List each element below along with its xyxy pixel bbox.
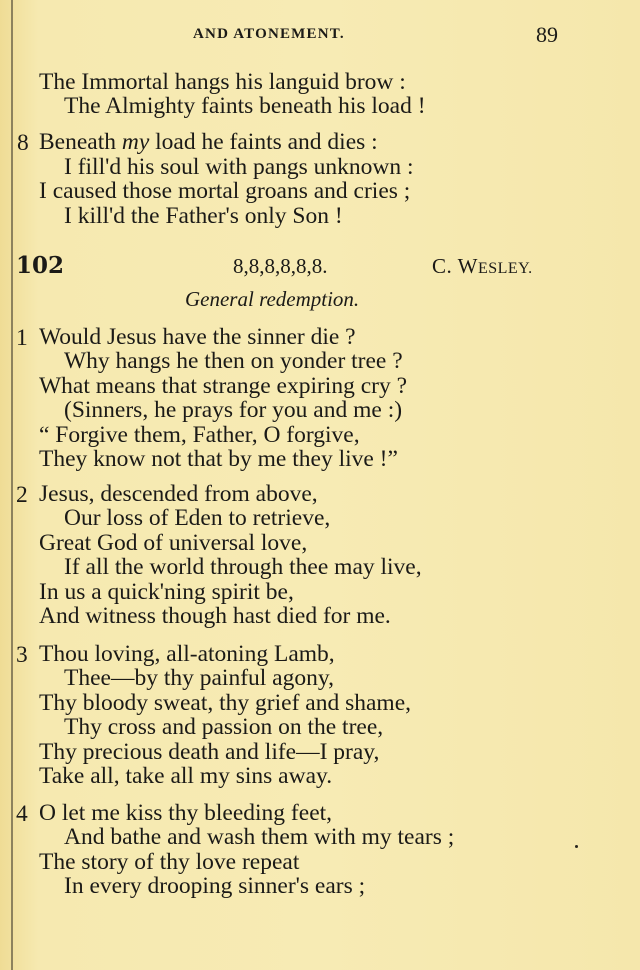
verse-line: Would Jesus have the sinner die ? (39, 324, 356, 350)
verse-line: Thy bloody sweat, thy grief and shame, (39, 690, 411, 716)
verse-line: What means that strange expiring cry ? (39, 373, 408, 399)
verse-line: Thou loving, all-atoning Lamb, (39, 641, 335, 667)
verse-number: 3 (16, 642, 28, 668)
hymn-meter: 8,8,8,8,8,8. (233, 254, 328, 278)
verse-line: Our loss of Eden to retrieve, (64, 505, 331, 531)
verse-line: Thy precious death and life—I pray, (39, 739, 380, 765)
verse-line: Thy cross and passion on the tree, (64, 714, 384, 740)
verse-line: Great God of universal love, (39, 530, 308, 556)
page-number: 89 (536, 22, 558, 47)
verse-line: The Immortal hangs his languid brow : (39, 69, 406, 95)
verse-line: I caused those mortal groans and cries ; (39, 178, 411, 204)
verse-line: O let me kiss thy bleeding feet, (39, 800, 333, 826)
verse-line: “ Forgive them, Father, O forgive, (39, 422, 360, 448)
verse-line: In every drooping sinner's ears ; (64, 873, 366, 899)
verse-line: They know not that by me they live !” (39, 446, 398, 472)
verse-number: 8 (17, 130, 29, 156)
verse-line: Take all, take all my sins away. (39, 763, 333, 789)
binding-edge (11, 0, 13, 970)
verse-line: And witness though hast died for me. (39, 603, 391, 629)
verse-line: And bathe and wash them with my tears ; (64, 824, 455, 850)
verse-number: 2 (16, 482, 28, 508)
hymn-author: C. WESLEY. (432, 254, 533, 278)
running-title: AND ATONEMENT. (193, 26, 345, 42)
verse-line: (Sinners, he prays for you and me :) (64, 397, 403, 423)
verse-number: 4 (16, 801, 28, 827)
hymn-number: 102 (16, 252, 65, 279)
verse-line: Jesus, descended from above, (39, 481, 318, 507)
verse-line: Beneath my load he faints and dies : (39, 129, 378, 155)
verse-line: Thee—by thy painful agony, (64, 665, 334, 691)
page-header (0, 22, 640, 50)
verse-line: I fill'd his soul with pangs unknown : (64, 154, 414, 180)
hymn-subtitle: General redemption. (185, 287, 360, 311)
print-speck (575, 845, 578, 848)
verse-line: In us a quick'ning spirit be, (39, 579, 294, 605)
verse-line: If all the world through thee may live, (64, 554, 422, 580)
verse-number: 1 (16, 325, 28, 351)
emphasis: my (121, 129, 150, 155)
verse-line: The Almighty faints beneath his load ! (64, 93, 426, 119)
verse-line: Why hangs he then on yonder tree ? (64, 348, 403, 374)
verse-line: I kill'd the Father's only Son ! (64, 203, 343, 229)
verse-line: The story of thy love repeat (39, 849, 300, 875)
